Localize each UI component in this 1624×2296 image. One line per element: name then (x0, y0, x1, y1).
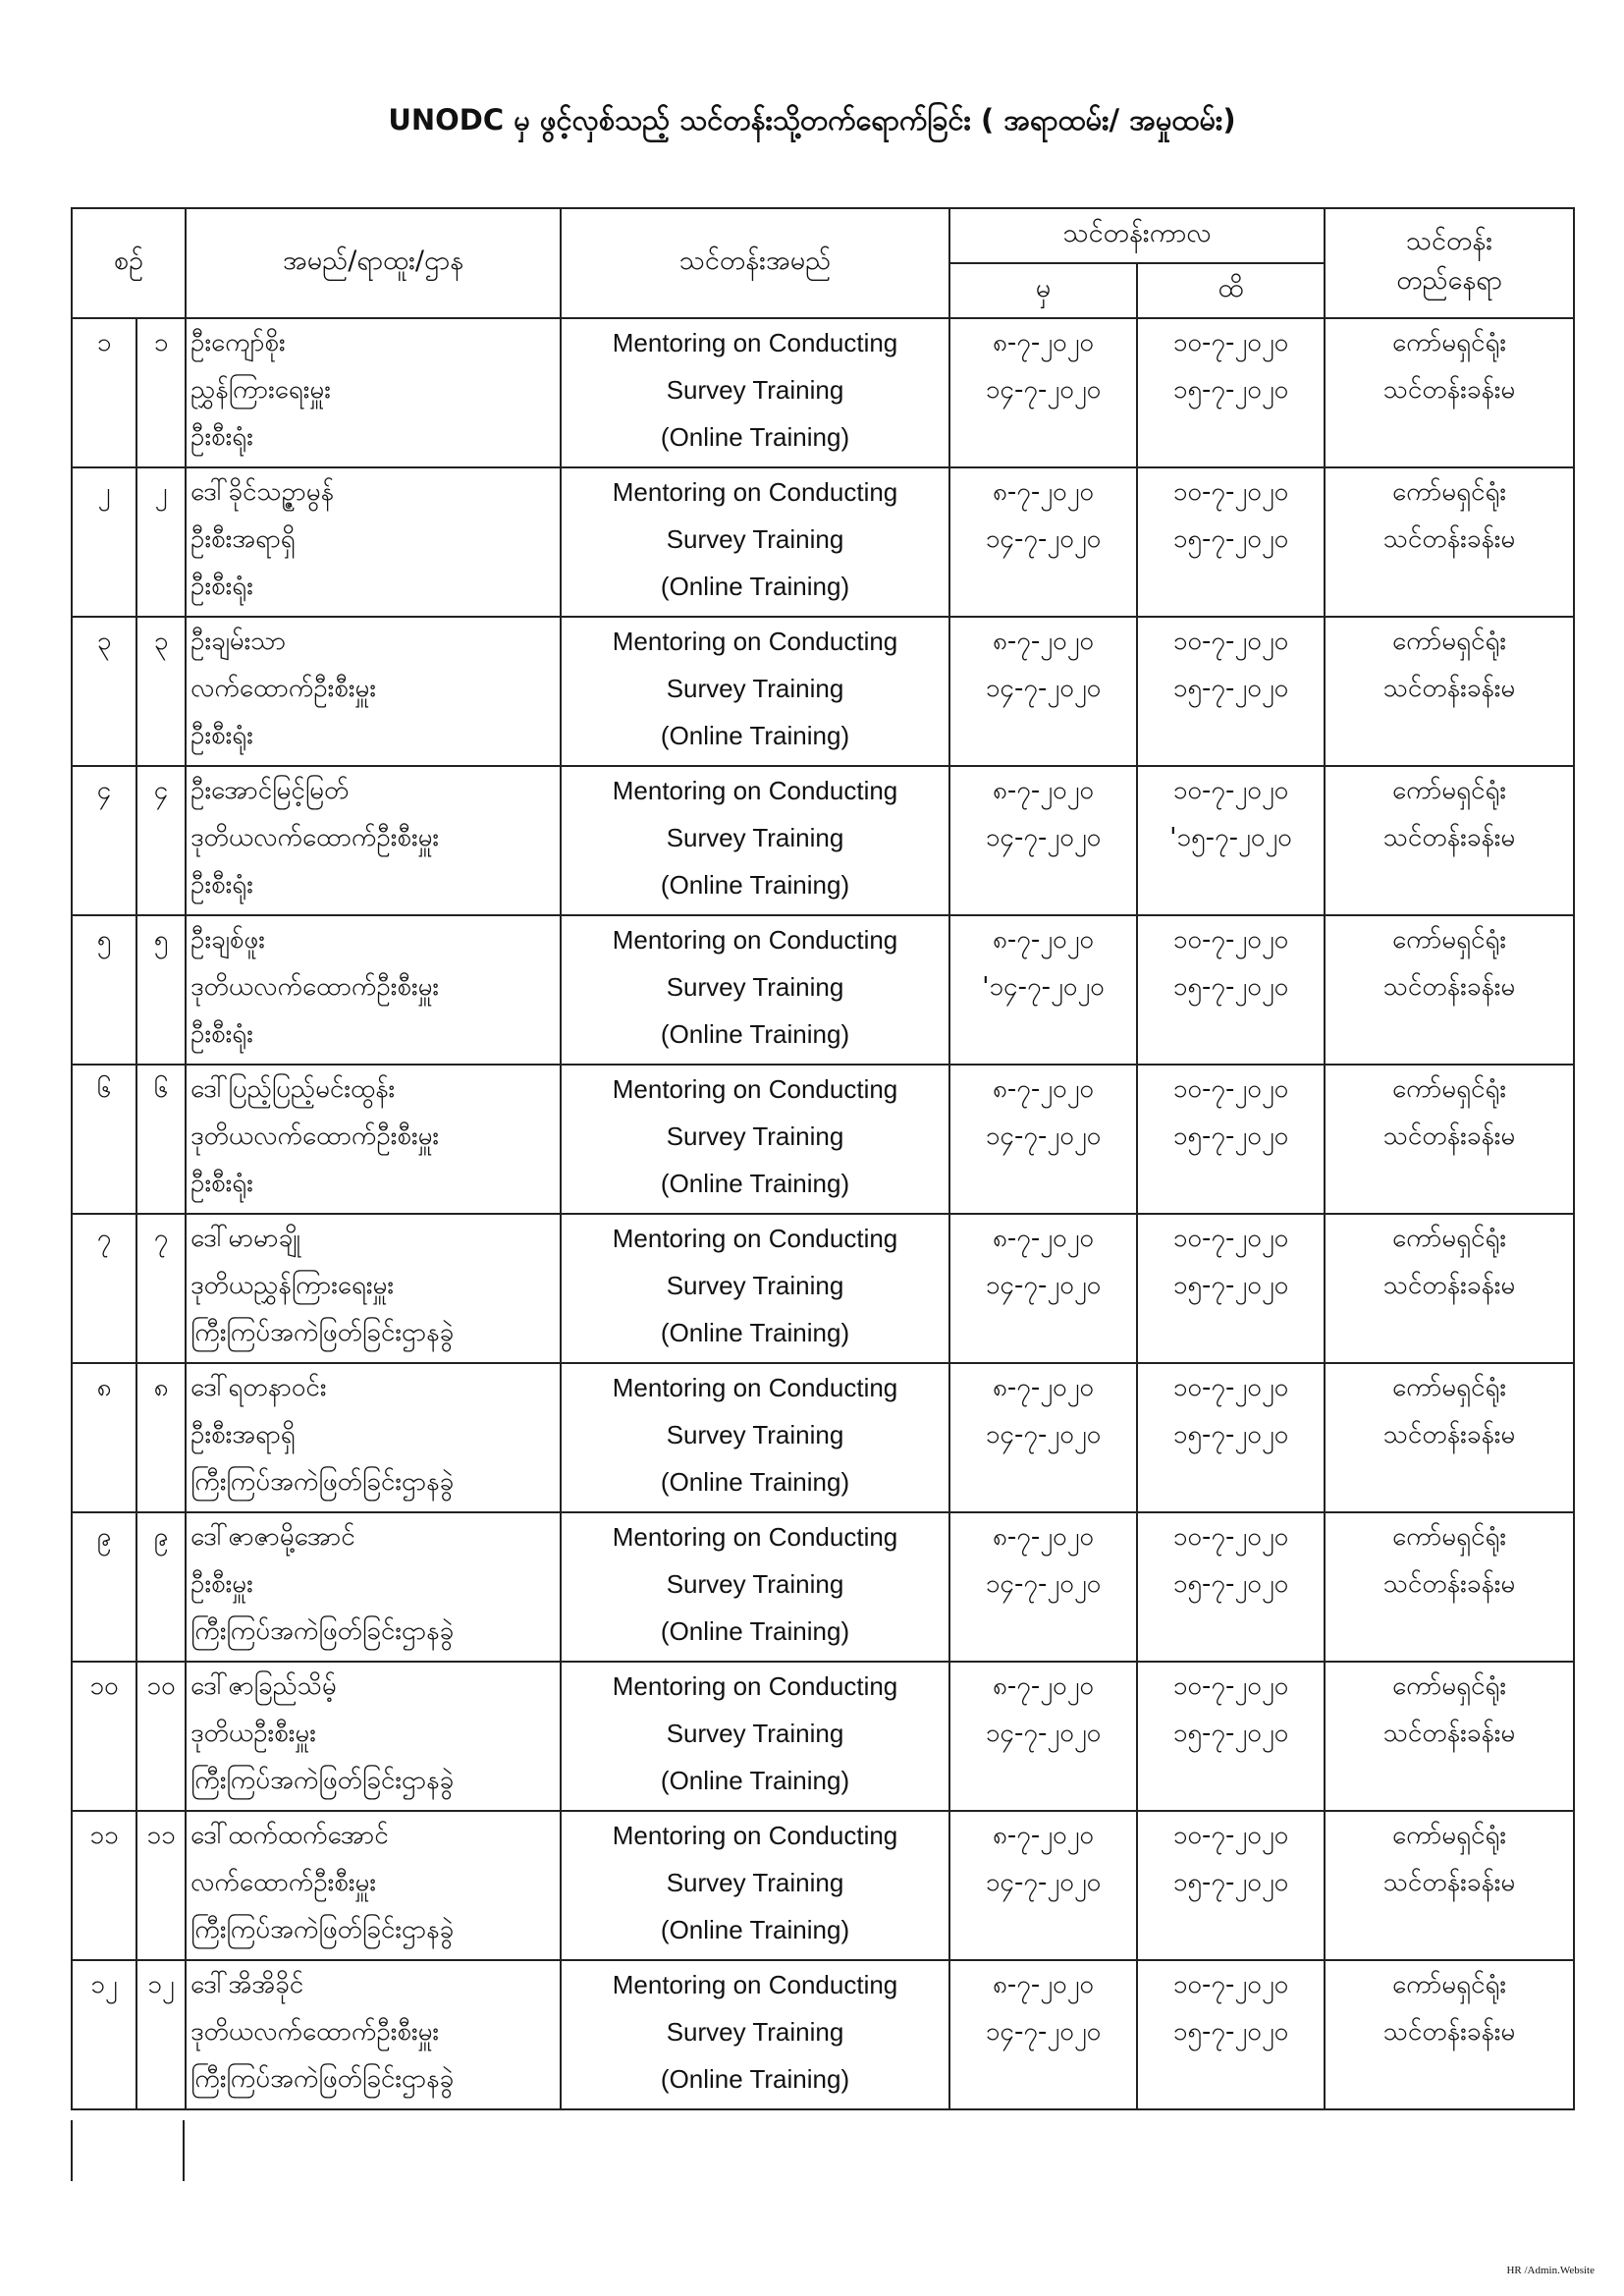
place-cell (1325, 766, 1574, 915)
row-sub-number-value: ၁၁ (146, 1821, 176, 1850)
name-line: ဦးစီးမှူး (190, 1569, 253, 1599)
place-line: သင်တန်းခန်းမ (1382, 1719, 1516, 1748)
to-date-cell (1137, 915, 1325, 1065)
from-date: ၁၄-၇-၂၀၂၀ (985, 1271, 1102, 1300)
row-number-value: ၄ (96, 776, 112, 805)
name-line: ဒုတိယလက်ထောက်ဦးစီးမှူး (190, 2017, 440, 2047)
place-line: ကော်မရှင်ရုံး (1392, 1074, 1506, 1104)
name-cell (186, 1662, 561, 1811)
to-date-cell (1137, 1811, 1325, 1960)
row-number (72, 1960, 136, 2109)
place-cell (1325, 1363, 1574, 1512)
row-sub-number (136, 1811, 186, 1960)
place-line: ကော်မရှင်ရုံး (1392, 1224, 1506, 1253)
course-line: Survey Training (666, 375, 844, 405)
course-line: Survey Training (666, 674, 844, 703)
name-line: ဦးစီးရုံး (190, 1019, 253, 1049)
from-date: ၈-၇-၂၀၂၀ (992, 1373, 1095, 1402)
to-date-cell (1137, 1662, 1325, 1811)
course-line: Mentoring on Conducting (612, 328, 898, 357)
training-table (71, 207, 1575, 2110)
place-cell (1325, 1214, 1574, 1363)
from-date: ၈-၇-၂၀၂၀ (992, 477, 1095, 507)
row-number (72, 1065, 136, 1214)
from-date: ၁၄-၇-၂၀၂၀ (985, 524, 1102, 554)
row-sub-number (136, 617, 186, 766)
to-date-cell (1137, 318, 1325, 467)
row-sub-number (136, 1662, 186, 1811)
header-period: သင်တန်းကာလ (949, 208, 1325, 263)
to-date: ၁၀-၇-၂၀၂၀ (1172, 1970, 1289, 1999)
place-cell (1325, 1065, 1574, 1214)
to-date: ၁၀-၇-၂၀၂၀ (1172, 1821, 1289, 1850)
name-line: ကြီးကြပ်အကဲဖြတ်ခြင်းဌာနခွဲ (190, 1467, 455, 1497)
row-number-value: ၇ (96, 1224, 112, 1253)
name-line: ဦးစီးရုံး (190, 721, 253, 750)
from-date-cell (949, 318, 1137, 467)
to-date: ၁၀-၇-၂၀၂၀ (1172, 1671, 1289, 1701)
to-date: ၁၀-၇-၂၀၂၀ (1172, 776, 1289, 805)
place-cell (1325, 1811, 1574, 1960)
course-line: (Online Training) (660, 1467, 850, 1497)
course-line: Mentoring on Conducting (612, 776, 898, 805)
to-date: ၁၀-၇-၂၀၂၀ (1172, 1373, 1289, 1402)
course-line: Mentoring on Conducting (612, 1373, 898, 1402)
name-line: ဒုတိယလက်ထောက်ဦးစီးမှူး (190, 823, 440, 852)
place-line: သင်တန်းခန်းမ (1382, 823, 1516, 852)
place-cell (1325, 1662, 1574, 1811)
place-cell (1325, 1960, 1574, 2109)
course-cell (561, 318, 949, 467)
course-line: Survey Training (666, 1420, 844, 1449)
header-no: စဉ် (72, 208, 186, 318)
to-date-cell (1137, 1214, 1325, 1363)
to-date: ၁၅-၇-၂၀၂၀ (1172, 2017, 1289, 2047)
name-line: ကြီးကြပ်အကဲဖြတ်ခြင်းဌာနခွဲ (190, 1766, 455, 1795)
place-line: သင်တန်းခန်းမ (1382, 1868, 1516, 1897)
name-line: ဒေါ်ဇာဇာမို့အောင် (190, 1522, 355, 1552)
course-line: Mentoring on Conducting (612, 1821, 898, 1850)
place-line: သင်တန်းခန်းမ (1382, 2017, 1516, 2047)
place-line: ကော်မရှင်ရုံး (1392, 1821, 1506, 1850)
to-date-cell (1137, 467, 1325, 617)
row-number-value: ၂ (97, 477, 111, 507)
table-row (72, 1512, 1574, 1662)
name-line: ဒုတိယဦးစီးမှူး (190, 1719, 316, 1748)
from-date: ၈-၇-၂၀၂၀ (992, 627, 1095, 656)
table-tail-line-left (71, 2120, 73, 2181)
row-number-value: ၁၁ (89, 1821, 119, 1850)
name-cell (186, 766, 561, 915)
name-cell (186, 1960, 561, 2109)
name-line: ဒုတိယလက်ထောက်ဦးစီးမှူး (190, 972, 440, 1002)
to-date: ၁၅-၇-၂၀၂၀ (1172, 1868, 1289, 1897)
row-sub-number-value: ၁၀ (146, 1671, 176, 1701)
name-line: ဒေါ်ရတနာဝင်း (190, 1373, 327, 1402)
row-number-value: ၁၀ (89, 1671, 119, 1701)
name-line: ဦးစီးရုံး (190, 572, 253, 601)
course-line: Mentoring on Conducting (612, 1522, 898, 1552)
from-date: ၈-၇-၂၀၂၀ (992, 1224, 1095, 1253)
name-line: ဒေါ်ပြည့်ပြည့်မင်းထွန်း (190, 1074, 396, 1104)
name-line: ကြီးကြပ်အကဲဖြတ်ခြင်းဌာနခွဲ (190, 1616, 455, 1646)
course-line: Mentoring on Conducting (612, 627, 898, 656)
from-date: ၈-၇-၂၀၂၀ (992, 1522, 1095, 1552)
name-line: ကြီးကြပ်အကဲဖြတ်ခြင်းဌာနခွဲ (190, 1318, 455, 1347)
row-number (72, 617, 136, 766)
name-line: ဦးစီးအရာရှိ (190, 1420, 296, 1449)
row-number-value: ၃ (96, 627, 112, 656)
row-number (72, 318, 136, 467)
course-cell (561, 1512, 949, 1662)
row-number-value: ၁၂ (90, 1970, 118, 1999)
name-line: ဦးစီးရုံး (190, 1169, 253, 1198)
header-place (1325, 208, 1574, 318)
row-sub-number-value: ၁၂ (147, 1970, 175, 1999)
to-date: '၁၅-၇-၂၀၂၀ (1169, 823, 1292, 852)
footer-note: HR /Admin.Website (1506, 2265, 1595, 2276)
row-sub-number (136, 318, 186, 467)
from-date-cell (949, 915, 1137, 1065)
from-date: ၁၄-၇-၂၀၂၀ (985, 1420, 1102, 1449)
course-line: Survey Training (666, 1569, 844, 1599)
table-row (72, 617, 1574, 766)
row-number-value: ၅ (96, 925, 112, 955)
course-cell (561, 1065, 949, 1214)
place-line: ကော်မရှင်ရုံး (1392, 1671, 1506, 1701)
place-line: ကော်မရှင်ရုံး (1392, 1522, 1506, 1552)
row-number-value: ၈ (96, 1373, 112, 1402)
to-date: ၁၀-၇-၂၀၂၀ (1172, 925, 1289, 955)
row-number (72, 766, 136, 915)
header-to: ထိ (1137, 263, 1325, 318)
table-row (72, 318, 1574, 467)
place-cell (1325, 318, 1574, 467)
to-date: ၁၅-၇-၂၀၂၀ (1172, 1719, 1289, 1748)
name-line: ဦးကျော်စိုး (190, 328, 286, 357)
name-line: ဒုတိယလက်ထောက်ဦးစီးမှူး (190, 1121, 440, 1151)
row-number-value: ၉ (96, 1522, 112, 1552)
course-cell (561, 467, 949, 617)
name-line: ကြီးကြပ်အကဲဖြတ်ခြင်းဌာနခွဲ (190, 1915, 455, 1944)
row-sub-number-value: ၉ (153, 1522, 169, 1552)
course-line: (Online Training) (660, 1318, 850, 1347)
place-line: ကော်မရှင်ရုံး (1392, 1970, 1506, 1999)
row-sub-number (136, 766, 186, 915)
name-cell (186, 318, 561, 467)
place-line: ကော်မရှင်ရုံး (1392, 925, 1506, 955)
table-tail-line-right (183, 2120, 185, 2181)
name-line: ညွှန်ကြားရေးမှူး (190, 375, 331, 405)
from-date: ၈-၇-၂၀၂၀ (992, 1671, 1095, 1701)
to-date-cell (1137, 1065, 1325, 1214)
from-date: ၁၄-၇-၂၀၂၀ (985, 823, 1102, 852)
place-line: သင်တန်းခန်းမ (1382, 1420, 1516, 1449)
name-cell (186, 1214, 561, 1363)
row-sub-number (136, 1065, 186, 1214)
place-line: သင်တန်းခန်းမ (1382, 1271, 1516, 1300)
table-row (72, 1811, 1574, 1960)
to-date: ၁၅-၇-၂၀၂၀ (1172, 972, 1289, 1002)
course-cell (561, 1960, 949, 2109)
table-row (72, 1363, 1574, 1512)
course-line: Survey Training (666, 823, 844, 852)
course-cell (561, 766, 949, 915)
course-cell (561, 1214, 949, 1363)
to-date: ၁၀-၇-၂၀၂၀ (1172, 328, 1289, 357)
place-line: သင်တန်းခန်းမ (1382, 524, 1516, 554)
from-date: ၁၄-၇-၂၀၂၀ (985, 2017, 1102, 2047)
name-line: ဒေါ်ခိုင်သဉ္ဇာမွန် (190, 477, 335, 507)
to-date: ၁၀-၇-၂၀၂၀ (1172, 627, 1289, 656)
course-line: Mentoring on Conducting (612, 1224, 898, 1253)
course-cell (561, 617, 949, 766)
place-cell (1325, 467, 1574, 617)
to-date: ၁၀-၇-၂၀၂၀ (1172, 1074, 1289, 1104)
row-number-value: ၁ (96, 328, 112, 357)
row-sub-number (136, 1363, 186, 1512)
from-date: ၁၄-၇-၂၀၂၀ (985, 1868, 1102, 1897)
to-date: ၁၅-၇-၂၀၂၀ (1172, 1271, 1289, 1300)
from-date-cell (949, 1512, 1137, 1662)
course-line: (Online Training) (660, 1766, 850, 1795)
course-line: Mentoring on Conducting (612, 1074, 898, 1104)
table-row (72, 766, 1574, 915)
row-sub-number (136, 915, 186, 1065)
name-cell (186, 915, 561, 1065)
course-line: Mentoring on Conducting (612, 925, 898, 955)
place-line: ကော်မရှင်ရုံး (1392, 328, 1506, 357)
from-date: ၁၄-၇-၂၀၂၀ (985, 674, 1102, 703)
course-line: Mentoring on Conducting (612, 1970, 898, 1999)
to-date-cell (1137, 1512, 1325, 1662)
name-line: ဒေါ်ထက်ထက်အောင် (190, 1821, 389, 1850)
row-number (72, 1214, 136, 1363)
place-line: သင်တန်းခန်းမ (1382, 1121, 1516, 1151)
row-number (72, 1811, 136, 1960)
page-title: UNODC မှ ဖွင့်လှစ်သည့် သင်တန်းသို့တက်ရောက်ခြင်း ( အရာထမ်း/ အမှုထမ်း) (388, 103, 1236, 137)
name-line: လက်ထောက်ဦးစီးမှူး (190, 1868, 376, 1897)
name-line: ဦးချစ်ဖူး (190, 925, 265, 955)
from-date-cell (949, 1363, 1137, 1512)
course-cell (561, 1811, 949, 1960)
from-date-cell (949, 1065, 1137, 1214)
place-line: ကော်မရှင်ရုံး (1392, 1373, 1506, 1402)
course-line: (Online Training) (660, 1915, 850, 1944)
row-sub-number-value: ၁ (153, 328, 169, 357)
course-line: Survey Training (666, 972, 844, 1002)
row-number-value: ၆ (96, 1074, 112, 1104)
to-date: ၁၀-၇-၂၀၂၀ (1172, 1522, 1289, 1552)
course-line: Survey Training (666, 524, 844, 554)
course-line: (Online Training) (660, 870, 850, 900)
table-row (72, 1960, 1574, 2109)
from-date: ၈-၇-၂၀၂၀ (992, 1074, 1095, 1104)
header-place-line1: သင်တန်း (1405, 226, 1493, 256)
name-cell (186, 1363, 561, 1512)
from-date-cell (949, 1662, 1137, 1811)
from-date: '၁၄-၇-၂၀၂၀ (982, 972, 1105, 1002)
table-body (72, 318, 1574, 2109)
to-date: ၁၅-၇-၂၀၂၀ (1172, 375, 1289, 405)
table-row (72, 1662, 1574, 1811)
row-number (72, 1512, 136, 1662)
course-line: (Online Training) (660, 721, 850, 750)
place-cell (1325, 1512, 1574, 1662)
row-sub-number-value: ၂ (154, 477, 168, 507)
row-sub-number-value: ၇ (153, 1224, 169, 1253)
header-course: သင်တန်းအမည် (561, 208, 949, 318)
name-line: ကြီးကြပ်အကဲဖြတ်ခြင်းဌာနခွဲ (190, 2064, 455, 2094)
row-sub-number-value: ၆ (153, 1074, 169, 1104)
to-date-cell (1137, 766, 1325, 915)
from-date: ၈-၇-၂၀၂၀ (992, 1821, 1095, 1850)
course-line: (Online Training) (660, 2064, 850, 2094)
row-sub-number-value: ၄ (153, 776, 169, 805)
from-date-cell (949, 467, 1137, 617)
table-row (72, 1065, 1574, 1214)
place-cell (1325, 915, 1574, 1065)
to-date: ၁၅-၇-၂၀၂၀ (1172, 1569, 1289, 1599)
place-line: သင်တန်းခန်းမ (1382, 972, 1516, 1002)
row-number (72, 1662, 136, 1811)
name-cell (186, 1811, 561, 1960)
to-date: ၁၀-၇-၂၀၂၀ (1172, 477, 1289, 507)
place-line: ကော်မရှင်ရုံး (1392, 776, 1506, 805)
course-cell (561, 915, 949, 1065)
from-date: ၈-၇-၂၀၂၀ (992, 1970, 1095, 1999)
from-date-cell (949, 1214, 1137, 1363)
row-number (72, 1363, 136, 1512)
course-line: Survey Training (666, 1121, 844, 1151)
row-sub-number (136, 467, 186, 617)
name-line: ဦးစီးရုံး (190, 870, 253, 900)
place-cell (1325, 617, 1574, 766)
row-sub-number-value: ၈ (153, 1373, 169, 1402)
name-line: ဒေါ်မာမာချို (190, 1224, 300, 1253)
from-date: ၁၄-၇-၂၀၂၀ (985, 1569, 1102, 1599)
from-date: ၁၄-၇-၂၀၂၀ (985, 375, 1102, 405)
row-sub-number-value: ၃ (153, 627, 169, 656)
from-date-cell (949, 766, 1137, 915)
place-line: ကော်မရှင်ရုံး (1392, 627, 1506, 656)
course-line: Survey Training (666, 1271, 844, 1300)
name-line: ဦးစီးရုံး (190, 422, 253, 452)
course-line: Survey Training (666, 2017, 844, 2047)
name-line: ဦးအောင်မြင့်မြတ် (190, 776, 350, 805)
to-date-cell (1137, 1363, 1325, 1512)
from-date: ၁၄-၇-၂၀၂၀ (985, 1719, 1102, 1748)
course-line: Mentoring on Conducting (612, 477, 898, 507)
course-line: (Online Training) (660, 1616, 850, 1646)
table-row (72, 915, 1574, 1065)
course-cell (561, 1363, 949, 1512)
from-date: ၈-၇-၂၀၂၀ (992, 328, 1095, 357)
course-cell (561, 1662, 949, 1811)
to-date: ၁၀-၇-၂၀၂၀ (1172, 1224, 1289, 1253)
name-line: လက်ထောက်ဦးစီးမှူး (190, 674, 376, 703)
from-date-cell (949, 617, 1137, 766)
row-number (72, 915, 136, 1065)
from-date-cell (949, 1811, 1137, 1960)
row-number (72, 467, 136, 617)
header-name: အမည်/ရာထူး/ဌာန (186, 208, 561, 318)
to-date: ၁၅-၇-၂၀၂၀ (1172, 1420, 1289, 1449)
header-from: မှ (949, 263, 1137, 318)
row-sub-number-value: ၅ (153, 925, 169, 955)
header-place-line2: တည်နေရာ (1396, 265, 1502, 296)
place-line: သင်တန်းခန်းမ (1382, 674, 1516, 703)
to-date: ၁၅-၇-၂၀၂၀ (1172, 524, 1289, 554)
row-sub-number (136, 1512, 186, 1662)
name-line: ဦးစီးအရာရှိ (190, 524, 296, 554)
from-date-cell (949, 1960, 1137, 2109)
course-line: (Online Training) (660, 572, 850, 601)
to-date-cell (1137, 617, 1325, 766)
course-line: Survey Training (666, 1868, 844, 1897)
name-line: ဒေါ်အိအိခိုင် (190, 1970, 304, 1999)
table-row (72, 467, 1574, 617)
place-line: သင်တန်းခန်းမ (1382, 1569, 1516, 1599)
course-line: Mentoring on Conducting (612, 1671, 898, 1701)
course-line: Survey Training (666, 1719, 844, 1748)
to-date: ၁၅-၇-၂၀၂၀ (1172, 1121, 1289, 1151)
course-line: (Online Training) (660, 1169, 850, 1198)
name-line: ဒုတိယညွှန်ကြားရေးမှူး (190, 1271, 394, 1300)
place-line: သင်တန်းခန်းမ (1382, 375, 1516, 405)
name-cell (186, 1065, 561, 1214)
row-sub-number (136, 1214, 186, 1363)
name-cell (186, 617, 561, 766)
name-line: ဒေါ်ဇာခြည်သိမ့် (190, 1671, 337, 1701)
to-date: ၁၅-၇-၂၀၂၀ (1172, 674, 1289, 703)
course-line: (Online Training) (660, 422, 850, 452)
table-row (72, 1214, 1574, 1363)
row-sub-number (136, 1960, 186, 2109)
place-line: ကော်မရှင်ရုံး (1392, 477, 1506, 507)
from-date: ၈-၇-၂၀၂၀ (992, 776, 1095, 805)
name-cell (186, 1512, 561, 1662)
name-cell (186, 467, 561, 617)
to-date-cell (1137, 1960, 1325, 2109)
from-date: ၁၄-၇-၂၀၂၀ (985, 1121, 1102, 1151)
name-line: ဦးချမ်းသာ (190, 627, 287, 656)
from-date: ၈-၇-၂၀၂၀ (992, 925, 1095, 955)
course-line: (Online Training) (660, 1019, 850, 1049)
